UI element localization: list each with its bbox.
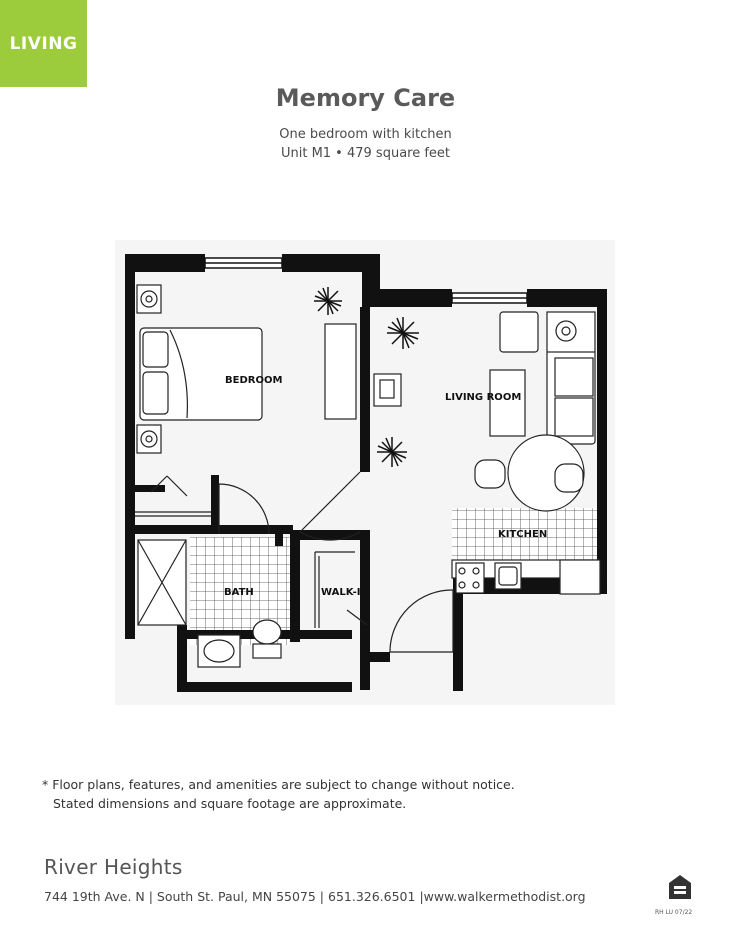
page-title: Memory Care: [275, 84, 456, 112]
room-label-bath: BATH: [224, 587, 254, 598]
room-label-bedroom: BEDROOM: [225, 375, 283, 386]
unit-size: Unit M1 • 479 square feet: [280, 146, 451, 161]
document-code: RH LU 07/22: [655, 909, 693, 916]
dining-chair: [555, 464, 583, 492]
brand-logo: River Heights: [44, 855, 183, 879]
disclaimer-line-2: Stated dimensions and square footage are approximate.: [53, 796, 407, 811]
disclaimer-line-1: * Floor plans, features, and amenities are subject to change without notice.: [42, 777, 515, 792]
armchair: [500, 312, 538, 352]
coffee-table: [490, 370, 525, 436]
window-living: [452, 293, 527, 303]
equal-housing-opportunity-icon: [667, 873, 693, 901]
dresser: [325, 324, 356, 419]
refrigerator: [560, 560, 600, 594]
unit-subtitle: One bedroom with kitchen: [279, 127, 452, 142]
stove: [456, 563, 484, 593]
pillow: [143, 372, 168, 414]
pillow: [143, 332, 168, 367]
room-label-walk-in: WALK-IN: [321, 587, 369, 598]
room-label-living-room: LIVING ROOM: [445, 392, 522, 403]
floor-plan: [115, 240, 615, 705]
living-tag: LIVING: [0, 0, 87, 87]
footer-address: 744 19th Ave. N | South St. Paul, MN 55075 | 651.326.6501 |www.walkermethodist.org: [44, 889, 586, 904]
toilet: [253, 620, 281, 644]
dining-chair: [475, 460, 505, 488]
window-bedroom: [205, 258, 282, 268]
room-label-kitchen: KITCHEN: [498, 529, 548, 540]
